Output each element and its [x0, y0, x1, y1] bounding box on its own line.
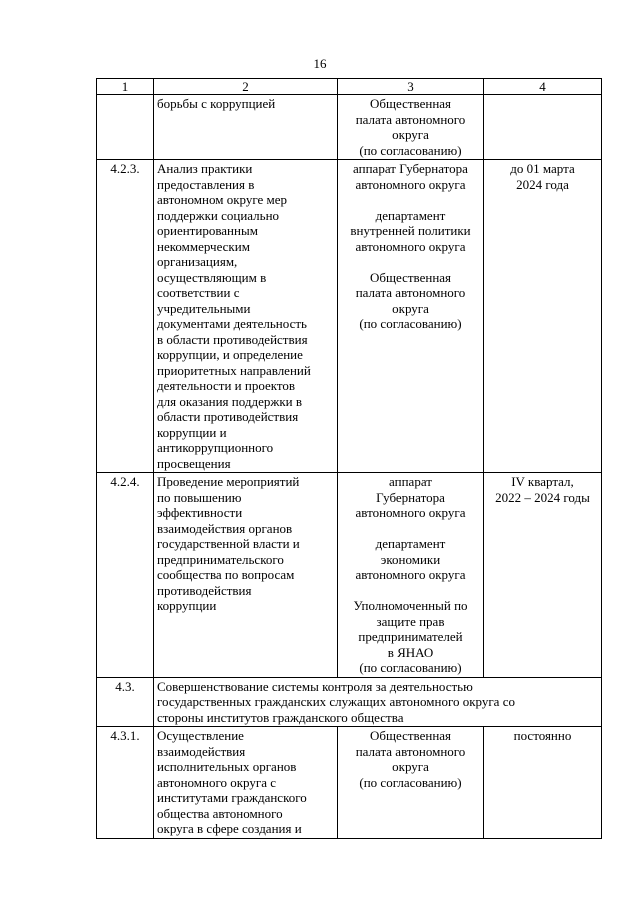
measure-text: Анализ практики предоставления в автономном округе мер поддержки социально ориентированным некоммерческим организациям, осуществляющим в соответствии с учредительными документами деятельность в области противодействия коррупции, и определение приоритетных направлений деятельности и проектов для оказания поддержки в области противодействия коррупции и антикоррупционного просвещения: [154, 160, 338, 473]
table-row: [97, 727, 602, 839]
column-header-1: 1: [97, 79, 154, 95]
column-header-3: 3: [338, 79, 484, 95]
executor-text: Общественная палата автономного округа (по согласованию): [338, 95, 484, 160]
measure-text: Осуществление взаимодействия исполнительных органов автономного округа с институтами гражданского общества автономного округа в сфере создания и: [154, 727, 338, 839]
table-row: [97, 160, 602, 473]
measure-text: Проведение мероприятий по повышению эффективности взаимодействия органов государственной власти и предпринимательского сообщества по вопросам противодействия коррупции: [154, 473, 338, 678]
measures-table: [96, 78, 602, 839]
column-header-2: 2: [154, 79, 338, 95]
item-number: 4.3.1.: [97, 727, 154, 839]
table-row: [97, 95, 602, 160]
page-number: 16: [313, 56, 327, 71]
column-header-4: 4: [484, 79, 602, 95]
item-number: 4.3.: [97, 677, 154, 727]
section-title: Совершенствование системы контроля за деятельностью государственных гражданских служащих автономного округа со стороны институтов гражданского общества: [154, 677, 602, 727]
measure-text: борьбы с коррупцией: [154, 95, 338, 160]
deadline-text: до 01 марта 2024 года: [484, 160, 602, 473]
item-number: 4.2.3.: [97, 160, 154, 473]
section-row: [97, 677, 602, 727]
executor-text: Общественная палата автономного округа (по согласованию): [338, 727, 484, 839]
deadline-text: [484, 95, 602, 160]
table-row: [97, 473, 602, 678]
executor-text: аппарат Губернатора автономного округа департамент внутренней политики автономного округа Общественная палата автономного округа (по согласованию): [338, 160, 484, 473]
item-number: 4.2.4.: [97, 473, 154, 678]
item-number: [97, 95, 154, 160]
deadline-text: IV квартал, 2022 – 2024 годы: [484, 473, 602, 678]
table-header-row: [97, 79, 602, 95]
executor-text: аппарат Губернатора автономного округа департамент экономики автономного округа Уполномоченный по защите прав предпринимателей в ЯНАО (по согласованию): [338, 473, 484, 678]
deadline-text: постоянно: [484, 727, 602, 839]
